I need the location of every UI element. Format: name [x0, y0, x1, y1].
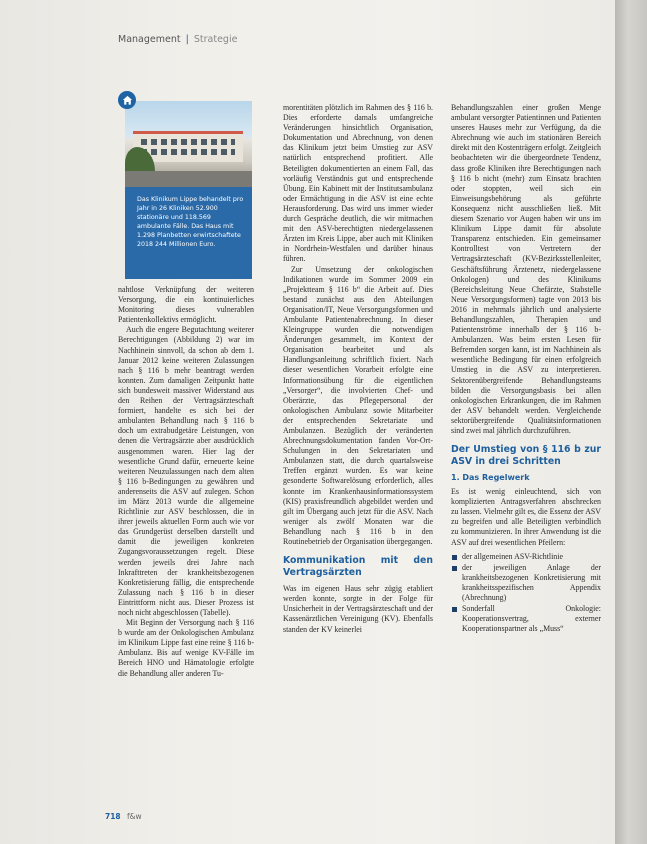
hospital-photo: [125, 101, 252, 187]
photo-road: [125, 171, 252, 187]
home-icon: [118, 91, 136, 109]
paragraph: Auch die engere Begutachtung weiterer Berechtigungen (Abbildung 2) war im Nachhinein sinnvoll, da schon ab dem 1. Januar 2012 keine weiteren Zulassungen nach § 116 b mehr beantragt werden konnten. Zum damaligen Zeitpunkt hatte sich bundesweit massiver Widerstand aus den Reihen der Vertragsärzteschaft formiert, handelte es sich bei der ambulanten Behandlung nach § 116 b doch um extrabudgetäre Leistungen, von denen die Vertragsärzte aber ausdrücklich ausgenommen waren. Hier lag der wesentliche Grund dafür, erneuerte keine weiteren Neuzulassungen nach dem alten § 116 b-Bedingungen zu gewähren und anderenseits die ASV auf zulegen. Schon im März 2013 wurde die allgemeine Richtlinie zur ASV beschlossen, die in ihrer jeweils aktuellen Form auch wie vor das Grundgerüst derselben darstellt und damit die jeweiligen konkreten Zugangsvoraussetzungen regelt. Diese werden jeweils drei Jahre nach Inkrafttreten der krankheitsbezogenen Konkretisierung fällig, die entsprechende Zulassung nach § 116 b in dieser Eintrittform nicht aus. Dieser Prozess ist noch nicht abgeschlossen (Tabelle).: [118, 325, 254, 617]
list-item: der jeweiligen Anlage der krankheitsbezogenen Konkretisierung mit krankheitsspezifischen Appendix (Abrechnung): [451, 563, 601, 603]
text-column-3: [451, 103, 601, 635]
page-gutter-shadow: [615, 0, 647, 844]
magazine-name: f&w: [127, 812, 142, 821]
paragraph: morentitäten plötzlich im Rahmen des § 116 b. Dies erforderte damals umfangreiche Veränderungen hinsichtlich Organisation, Dokumentation und Abrechnung, von denen das Klinikum jetzt beim Umstieg zur ASV natürlich entsprechend profitiert. Alle Beteiligten dokumentierten an einem Fall, das vorläufig Verständnis gut und entsprechende Übung. Ein Kabinett mit der Institutsambulanz oder Ermächtigung in die ASV ist eine echte Herausforderung. Das wird uns immer wieder durch Gespräche deutlich, die wir mitmachen mit den ASV-berechtigten niedergelassenen Ärzten im Kreis Lippe, aber auch mit Kliniken in Nordrhein-Westfalen und darüber hinaus führen.: [283, 103, 433, 264]
header-separator: |: [185, 34, 189, 45]
photo-caption: Das Klinikum Lippe behandelt pro Jahr in 26 Kliniken 52.900 stationäre und 118.569 ambulante Fälle. Das Haus mit 1.298 Planbetten erwirtschaftete 2018 244 Millionen Euro.: [125, 187, 252, 279]
photo-windows: [141, 139, 235, 145]
paragraph: Was im eigenen Haus sehr zügig etabliert werden konnte, sorgte in der Folge für Unsicherheit in der Vertragsärzteschaft und der Kassenärztlichen Vereinigung (KV). Ebenfalls standen der KV keinerlei: [283, 584, 433, 634]
section-heading: Kommunikation mit den Vertragsärzten: [283, 555, 433, 578]
text-column-2: [283, 103, 433, 635]
paragraph: Behandlungszahlen einer großen Menge ambulant versorgter Patientinnen und Patienten unseres Hauses mehr zur Verfügung, da die Abrechnung wie auch im stationären Bereich direkt mit den Kostenträgern erfolgt. Zeitgleich beobachteten wir die übergeordnete Tendenz, dass große Kliniken ihre Berechtigungen nach § 116 b nicht (mehr) zum Einsatz brachten oder stoppten, weil sich ein Einweisungsbehörung als geführte Konsequenz nicht ausschließen ließ. Mit diesem Szenario vor Augen haben wir uns im Klinikum Lippe damit für absolute Transparenz entschieden. Ein gemeinsamer Kontrolltest von Vertretern der Vertragsärzteschaft (KV-Bezirksstellenleiter, Geschäftsführung Ärztenetz, niedergelassene Onkologen) und des Klinikums (Bereichsleitung Neue Chefärzte, Stabstelle Neue Versorgungsformen) tagte von 2013 bis 2016 in mehrmals jährlich und analysierte Behandlungszahlen, Therapien und Patientenströme innerhalb der § 116 b-Ambulanzen. Was beim ersten Lesen für Befremden sorgen kann, ist im Nachhinein als wesentliche Bedingung für einen erfolgreich Umstieg in die ASV zu interpretieren. Sektorenübergreifende Behandlungsteams bilden die Versorgungsbasis bei allen onkologischen Erkrankungen, die im Rahmen der ASV behandelt werden. Vergleichende sektorübergreifende Qualitätsinformationen sind zwei mal jährlich durchzuführen.: [451, 103, 601, 435]
subsection-heading: 1. Das Regelwerk: [451, 473, 530, 483]
list-item: der allgemeinen ASV-Richtlinie: [451, 552, 601, 562]
page-number: 718: [105, 812, 121, 821]
paragraph: Zur Umsetzung der onkologischen Indikationen wurde im Sommer 2009 ein „Projektteam § 116 b“ die Arbeit auf. Dies bestand zunächst aus den Abteilungen Organisation/IT, Neue Versorgungsformen und Ambulante Patientenabrechnung. In dieser Kleingruppe wurden die notwendigen Änderungen gesammelt, im Kontext der Organisation bearbeitet und als Handlungsanleitung schriftlich fixiert. Nach dieser wesentlichen Vorarbeit erfolgte eine Informationsübung für die eigentlichen „Versorger“, die involvierten Chef- und Oberärzte, das Pflegepersonal der onkologischen Ambulanz sowie Mitarbeiter der entsprechenden Sekretariate und Ambulanzen. Bezüglich der veränderten Abrechnungsdokumentation fanden Vor-Ort-Schulungen in den Sekretariaten und Ambulanzen statt, die durch quartalsweise Treffen ergänzt wurden. Es war keine gesonderte Softwarelösung erforderlich, alles konnte im Krankenhausinformationssystem (KIS) praxisfreundlich abgebildet werden und gilt im Übergang auch jetzt für die ASV. Nach weniger als zwölf Monaten war die Behandlung nach § 116 b in den Routinebetrieb der Organisation übergegangen.: [283, 264, 433, 547]
section-heading: Der Umstieg von § 116 b zur ASV in drei Schritten: [451, 444, 601, 467]
text-column-1: [118, 285, 254, 679]
page-header: [118, 34, 237, 45]
paragraph: nahtlose Verknüpfung der weiteren Versorgung, die ein kontinuierliches Monitoring dieses vulnerablen Patientenkollektivs ermöglicht.: [118, 285, 254, 325]
header-subsection: Strategie: [193, 34, 238, 45]
photo-windows-lower: [141, 149, 235, 155]
bullet-list: [451, 552, 601, 635]
header-section: Management: [118, 34, 181, 45]
paragraph: Es ist wenig einleuchtend, sich von komplizierten Antragsverfahren abschrecken zu lassen. Vielmehr gilt es, die Essenz der ASV zu begreifen und alle Beteiligten verbindlich zu kommunizieren. In ihrer Anwendung ist die ASV auf drei wesentlichen Pfeilern:: [451, 487, 601, 547]
list-item: Sonderfall Onkologie: Kooperationsvertrag, externer Kooperationspartner als „Muss“: [451, 604, 601, 634]
paragraph: Mit Beginn der Versorgung nach § 116 b wurde am der Onkologischen Ambulanz im Klinikum Lippe fast eine reine § 116 b-Ambulanz. Bis auf wenige KV-Fälle im Bereich HNO und Hämatologie erfolgte die Behandlung aller anderen Tu-: [118, 618, 254, 678]
page-footer: [105, 812, 142, 821]
